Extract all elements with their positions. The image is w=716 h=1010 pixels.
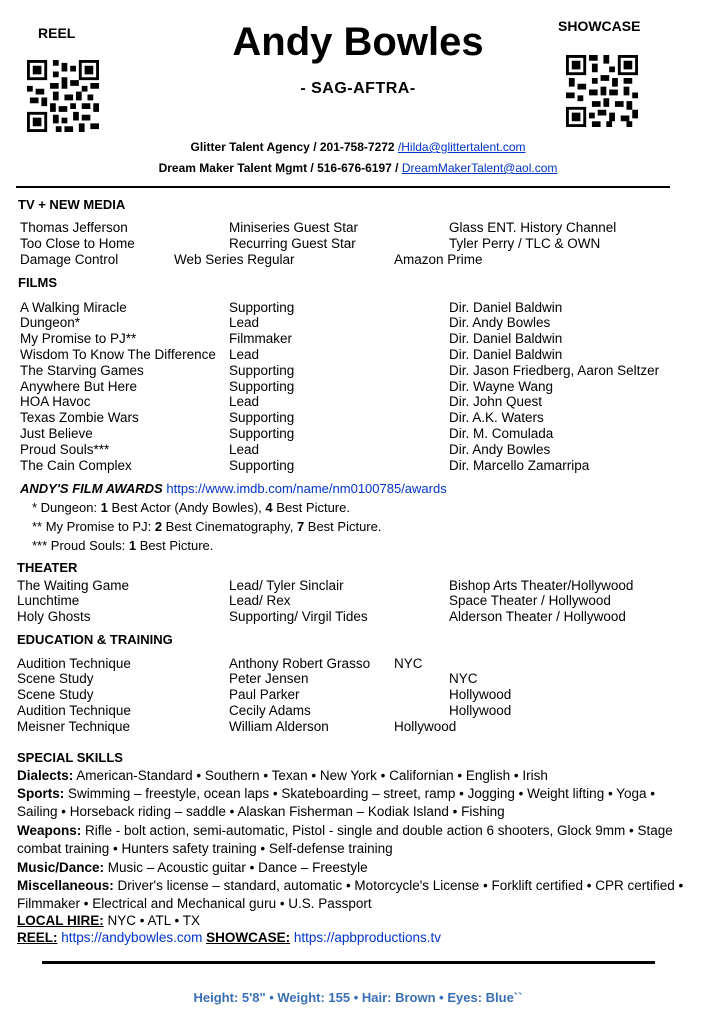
education-teacher: Peter Jensen (229, 671, 309, 686)
reel-link[interactable]: https://andybowles.com (61, 930, 203, 945)
skill-sports-cont: Sailing • Horseback riding – saddle • Alaskan Fisherman – Kodiak Island • Fishing (17, 804, 505, 819)
education-course: Scene Study (17, 687, 94, 702)
skill-miscellaneous-cont: Filmmaker • Electrical and Mechanical guru • U.S. Passport (17, 896, 372, 911)
film-credit: Dir. Wayne Wang (449, 379, 554, 394)
theater-role: Lead/ Tyler Sinclair (229, 578, 344, 593)
film-role: Supporting (229, 379, 295, 394)
skill-miscellaneous (17, 878, 683, 893)
agency-1-text: Glitter Talent Agency / 201-758-7272 (190, 140, 398, 154)
film-role: Supporting (229, 410, 295, 425)
tv-title: Damage Control (20, 252, 119, 267)
imdb-awards-link[interactable]: https://www.imdb.com/name/nm0100785/awards (166, 481, 447, 496)
theater-credit: Space Theater / Hollywood (449, 593, 611, 608)
tv-title: Thomas Jefferson (20, 220, 128, 235)
film-credit: Dir. Marcello Zamarripa (449, 458, 590, 473)
film-role: Supporting (229, 363, 295, 378)
award-text: Best Picture. (272, 500, 350, 515)
education-course: Audition Technique (17, 656, 131, 671)
agency-2-email-link[interactable]: DreamMakerTalent@aol.com (401, 161, 558, 175)
union-affiliation: - SAG-AFTRA- (300, 80, 416, 97)
header-divider (16, 186, 670, 188)
skill-weapons (17, 823, 673, 838)
education-location: Hollywood (394, 719, 457, 734)
tv-network: Amazon Prime (394, 252, 483, 267)
film-credit: Dir. John Quest (449, 394, 543, 409)
theater-title: Holy Ghosts (17, 609, 91, 624)
award-text: *** Proud Souls: (32, 538, 129, 553)
tv-network: Glass ENT. History Channel (449, 220, 617, 235)
education-teacher: Cecily Adams (229, 703, 311, 718)
education-teacher: Paul Parker (229, 687, 300, 702)
education-teacher: Anthony Robert Grasso (229, 656, 371, 671)
award-count: 1 (100, 500, 108, 515)
theater-title: The Waiting Game (17, 578, 130, 593)
film-credit: Dir. Jason Friedberg, Aaron Seltzer (449, 363, 660, 378)
showcase-link[interactable]: https://apbproductions.tv (293, 930, 441, 945)
education-course: Audition Technique (17, 703, 131, 718)
film-title: The Starving Games (20, 363, 144, 378)
education-teacher: William Alderson (229, 719, 329, 734)
award-count: 1 (128, 538, 137, 553)
award-text: * Dungeon: (32, 500, 101, 515)
education-location: NYC (449, 671, 478, 686)
tv-title: Too Close to Home (20, 236, 135, 251)
skill-label: Miscellaneous: (17, 878, 114, 893)
award-text: Best Actor (Andy Bowles), (107, 500, 266, 515)
reel-link-label: REEL: (17, 930, 58, 945)
theater-role: Supporting/ Virgil Tides (229, 609, 368, 624)
film-credit: Dir. Daniel Baldwin (449, 347, 563, 362)
film-title: HOA Havoc (20, 394, 91, 409)
skill-links (17, 930, 441, 945)
film-credit: Dir. M. Comulada (449, 426, 554, 441)
theater-title: Lunchtime (17, 593, 80, 608)
skill-value: Rifle - bolt action, semi-automatic, Pistol - single and double action 6 shooters, Glock 9mm • Stage (81, 823, 673, 838)
film-credit: Dir. Andy Bowles (449, 442, 551, 457)
film-title: Anywhere But Here (20, 379, 138, 394)
film-credit: Dir. Daniel Baldwin (449, 300, 563, 315)
skill-value: NYC • ATL • TX (103, 913, 200, 928)
awards-heading-line (20, 481, 447, 496)
skill-label: LOCAL HIRE: (17, 913, 104, 928)
film-credit: Dir. A.K. Waters (449, 410, 544, 425)
theater-role: Lead/ Rex (229, 593, 291, 608)
education-section-heading: EDUCATION & TRAINING (17, 632, 173, 647)
education-course: Meisner Technique (17, 719, 131, 734)
film-role: Lead (229, 394, 260, 409)
showcase-qr-code-icon[interactable] (566, 55, 638, 127)
award-dungeon (32, 500, 350, 515)
films-section-heading: FILMS (18, 275, 57, 290)
skill-label: Music/Dance: (17, 860, 105, 875)
film-role: Lead (229, 442, 260, 457)
skill-value: Driver's license – standard, automatic • Motorcycle's License • Forklift certified • CPR certified • (113, 878, 684, 893)
skills-section-heading: SPECIAL SKILLS (17, 750, 123, 765)
film-title: Just Believe (20, 426, 93, 441)
actor-name: Andy Bowles (232, 20, 484, 64)
skill-value: American-Standard • Southern • Texan • New York • Californian • English • Irish (73, 768, 548, 783)
education-location: NYC (394, 656, 423, 671)
film-role: Filmmaker (229, 331, 292, 346)
tv-section-heading: TV + NEW MEDIA (18, 197, 126, 212)
showcase-link-label: SHOWCASE: (206, 930, 291, 945)
agency-2-text: Dream Maker Talent Mgmt / 516-676-6197 / (158, 161, 402, 175)
skill-value: Swimming – freestyle, ocean laps • Skateboarding – street, ramp • Jogging • Weight lifting • Yoga • (64, 786, 655, 801)
film-title: Proud Souls*** (20, 442, 110, 457)
skill-music-dance (17, 860, 368, 875)
physical-stats: Height: 5'8" • Weight: 155 • Hair: Brown • Eyes: Blue`` (193, 990, 523, 1005)
theater-credit: Alderson Theater / Hollywood (449, 609, 626, 624)
agency-line-1 (0, 140, 716, 154)
film-title: Wisdom To Know The Difference (20, 347, 216, 362)
skill-value: Music – Acoustic guitar • Dance – Freestyle (104, 860, 368, 875)
tv-role: Web Series Regular (174, 252, 295, 267)
award-count: 7 (296, 519, 305, 534)
film-title: A Walking Miracle (20, 300, 127, 315)
film-role: Supporting (229, 426, 295, 441)
skill-label: Weapons: (17, 823, 82, 838)
awards-heading: ANDY'S FILM AWARDS (20, 481, 163, 496)
agency-line-2 (0, 161, 716, 175)
film-credit: Dir. Andy Bowles (449, 315, 551, 330)
skill-sports (17, 786, 655, 801)
award-text: Best Cinematography, (162, 519, 297, 534)
award-text: Best Picture. (136, 538, 214, 553)
film-role: Lead (229, 315, 260, 330)
tv-network: Tyler Perry / TLC & OWN (449, 236, 601, 251)
theater-credit: Bishop Arts Theater/Hollywood (449, 578, 634, 593)
tv-role: Recurring Guest Star (229, 236, 356, 251)
award-proud-souls (32, 538, 213, 553)
tv-role: Miniseries Guest Star (229, 220, 359, 235)
reel-label: REEL (38, 25, 76, 41)
award-count: 4 (265, 500, 273, 515)
film-role: Supporting (229, 300, 295, 315)
skill-label: Dialects: (17, 768, 74, 783)
award-text: Best Picture. (304, 519, 382, 534)
education-location: Hollywood (449, 687, 512, 702)
film-credit: Dir. Daniel Baldwin (449, 331, 563, 346)
education-location: Hollywood (449, 703, 512, 718)
skill-label: Sports: (17, 786, 65, 801)
skill-weapons-cont: combat training • Hunters safety training • Self-defense training (17, 841, 393, 856)
film-title: The Cain Complex (20, 458, 132, 473)
film-title: Dungeon* (20, 315, 81, 330)
film-title: My Promise to PJ** (20, 331, 137, 346)
film-role: Supporting (229, 458, 295, 473)
theater-section-heading: THEATER (17, 560, 78, 575)
footer-divider (42, 961, 655, 964)
agency-1-email-link[interactable]: /Hilda@glittertalent.com (397, 140, 526, 154)
film-title: Texas Zombie Wars (20, 410, 139, 425)
showcase-label: SHOWCASE (558, 18, 641, 34)
skill-dialects (17, 768, 548, 783)
award-text: ** My Promise to PJ: (32, 519, 155, 534)
award-my-promise-to-pj (32, 519, 381, 534)
award-count: 2 (154, 519, 163, 534)
education-course: Scene Study (17, 671, 94, 686)
skill-local-hire (17, 913, 200, 928)
film-role: Lead (229, 347, 260, 362)
